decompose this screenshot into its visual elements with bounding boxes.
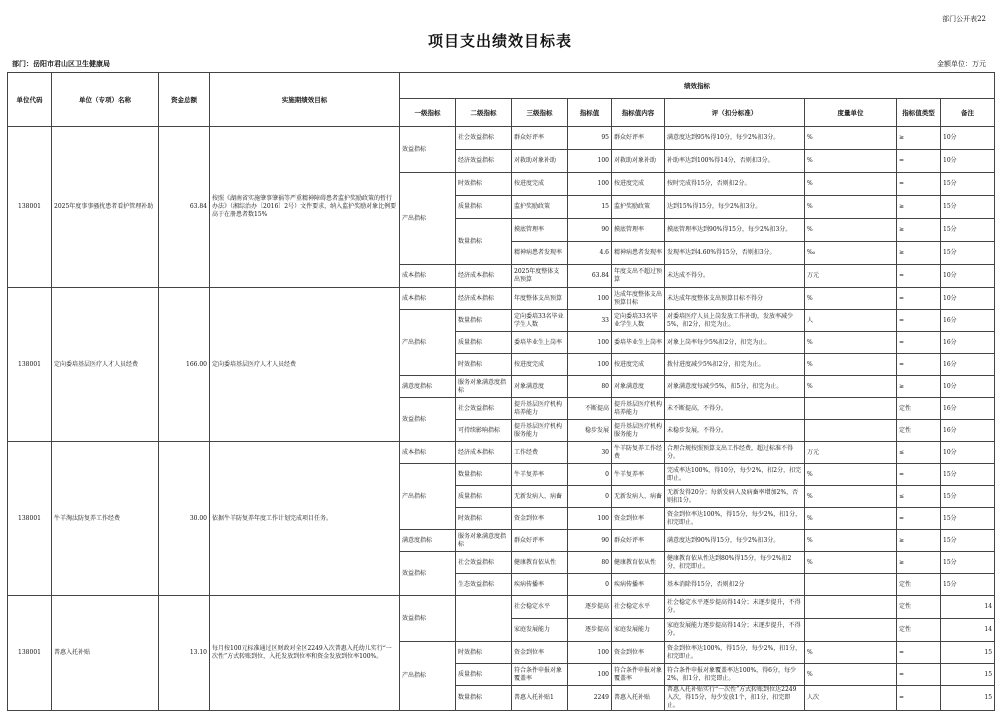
project-name-cell: 牛羊淘汰防复养工作经费 [52,442,159,596]
value-cell: 2249 [568,686,612,711]
department-label: 部门：岳阳市君山区卫生健康局 [12,59,110,68]
level3-cell: 普惠入托补贴1 [512,686,568,711]
measure-cell [805,420,897,442]
type-cell: 定性 [897,596,941,619]
level3-cell: 对救助对象补助 [512,150,568,173]
type-cell: = [897,508,941,530]
type-cell: = [897,332,941,354]
content-cell: 对救助对象补助 [612,150,665,173]
table-row [8,442,995,464]
content-cell: 按进度完成 [612,354,665,376]
level3-cell: 提升基层医疗机构培养能力 [512,398,568,420]
eval-cell: 达到15%得15分，每少2%扣3分。 [665,196,805,219]
value-cell: 100 [568,150,612,173]
content-cell: 定向委培33名毕业学生人数 [612,310,665,332]
unit-code-cell: 138001 [8,127,52,288]
measure-cell: 人次 [805,686,897,711]
value-cell: 逐步提高 [568,619,612,642]
header-content: 指标值内容 [612,99,665,127]
target-cell: 定向委培基层医疗人才人员经费 [210,288,400,442]
remark-cell: 15分 [941,486,995,508]
content-cell: 提升基层医疗机构服务能力 [612,420,665,442]
type-cell: = [897,173,941,196]
level1-cell: 成本指标 [400,288,456,310]
content-cell: 监护奖励政策 [612,196,665,219]
level3-cell: 牛羊复养率 [512,464,568,486]
project-name-cell: 普惠入托补贴 [52,596,159,711]
value-cell: 100 [568,332,612,354]
type-cell: = [897,150,941,173]
eval-cell: 未达成不得分。 [665,265,805,288]
eval-cell: 发现率达到4.60%得15分，否则扣3分。 [665,242,805,265]
type-cell: ≤ [897,486,941,508]
value-cell: 90 [568,530,612,552]
level1-cell: 产出指标 [400,464,456,530]
level3-cell: 精神病患者发现率 [512,242,568,265]
amount-cell: 13.10 [159,596,210,711]
unit-code-cell: 138001 [8,442,52,596]
measure-cell: % [805,127,897,150]
measure-cell: 万元 [805,265,897,288]
level1-cell: 成本指标 [400,265,456,288]
remark-cell: 10分 [941,127,995,150]
measure-cell: % [805,642,897,664]
level2-cell: 经济效益指标 [456,150,512,173]
remark-cell: 16分 [941,310,995,332]
remark-cell: 15 [941,642,995,664]
type-cell: ≥ [897,242,941,265]
value-cell: 0 [568,464,612,486]
content-cell: 委培毕业生上岗率 [612,332,665,354]
level2-cell [456,596,512,642]
level3-cell: 委培毕业生上岗率 [512,332,568,354]
level3-cell: 资金到位率 [512,642,568,664]
table-row [8,596,995,619]
eval-cell: 家庭发展能力逐步提高得14分；未逐步提升，不得分。 [665,619,805,642]
type-cell: ≥ [897,196,941,219]
level2-cell: 质量指标 [456,664,512,686]
remark-cell: 15分 [941,196,995,219]
level3-cell: 社会稳定水平 [512,596,568,619]
level1-cell: 产出指标 [400,173,456,265]
header-measure: 度量单位 [805,99,897,127]
level2-cell: 生态效益指标 [456,574,512,596]
measure-cell: 万元 [805,442,897,464]
type-cell: = [897,265,941,288]
level1-cell: 满意度指标 [400,376,456,398]
eval-cell: 完成率达100%，得10分，每少2%，扣2分，扣完即止。 [665,464,805,486]
measure-cell [805,574,897,596]
content-cell: 社会稳定水平 [612,596,665,619]
measure-cell: % [805,354,897,376]
level2-cell: 时效指标 [456,173,512,196]
eval-cell: 普惠入托补贴实行“一次性”方式转账到位达2249入次，得15分，每少发放1个，扣1分，扣完即止。 [665,686,805,711]
content-cell: 精神病患者发现率 [612,242,665,265]
level3-cell: 健康教育依从性 [512,552,568,574]
value-cell: 30 [568,442,612,464]
value-cell: 100 [568,354,612,376]
level2-cell: 时效指标 [456,508,512,530]
content-cell: 资金到位率 [612,642,665,664]
value-cell: 100 [568,173,612,196]
header-code: 单位代码 [8,73,52,127]
type-cell: = [897,354,941,376]
level2-cell: 经济成本指标 [456,265,512,288]
type-cell: = [897,464,941,486]
eval-cell: 资金到位率达100%，得15分，每少2%，扣1分，扣完即止。 [665,642,805,664]
value-cell: 0 [568,486,612,508]
remark-cell: 10分 [941,442,995,464]
type-cell: ≥ [897,219,941,242]
measure-cell: % [805,196,897,219]
value-cell: 100 [568,664,612,686]
eval-cell: 未达成年度整体支出预算目标不得分 [665,288,805,310]
value-cell: 90 [568,219,612,242]
measure-cell: ‰ [805,242,897,265]
level1-cell: 效益指标 [400,127,456,173]
level2-cell: 经济成本指标 [456,288,512,310]
value-cell: 稳步发展 [568,420,612,442]
type-cell: 定性 [897,619,941,642]
level3-cell: 无新发病人、病畜 [512,486,568,508]
level3-cell: 群众好评率 [512,530,568,552]
remark-cell: 15分 [941,530,995,552]
level3-cell: 年度整体支出预算 [512,288,568,310]
level1-cell: 效益指标 [400,398,456,442]
header-val: 指标值 [568,99,612,127]
measure-cell: % [805,664,897,686]
remark-cell: 16分 [941,398,995,420]
content-cell: 疾病传播率 [612,574,665,596]
type-cell: = [897,686,941,711]
header-l1: 一级指标 [400,99,456,127]
type-cell: ≥ [897,530,941,552]
level1-cell: 产出指标 [400,642,456,711]
content-cell: 对象满意度 [612,376,665,398]
level3-cell: 按进度完成 [512,354,568,376]
remark-cell: 10分 [941,288,995,310]
header-remark: 备注 [941,99,995,127]
unit-code-cell: 138001 [8,596,52,711]
remark-cell: 15 [941,686,995,711]
measure-cell: % [805,376,897,398]
level3-cell: 2025年度整体支出预算 [512,265,568,288]
level2-cell: 可持续影响指标 [456,420,512,442]
remark-cell: 15分 [941,574,995,596]
value-cell: 63.84 [568,265,612,288]
page-number: 部门公开表22 [942,15,986,23]
measure-cell: 人 [805,310,897,332]
content-cell: 符合条件申报对象覆盖率 [612,664,665,686]
measure-cell: % [805,173,897,196]
level2-cell: 数量指标 [456,310,512,332]
level3-cell: 按进度完成 [512,173,568,196]
level1-cell: 产出指标 [400,310,456,376]
level1-cell: 满意度指标 [400,530,456,552]
remark-cell: 15分 [941,508,995,530]
table-row [8,127,995,150]
table-row [8,288,995,310]
content-cell: 牛羊防复养工作经费 [612,442,665,464]
measure-cell: % [805,219,897,242]
type-cell: ≥ [897,552,941,574]
level2-cell: 社会效益指标 [456,398,512,420]
eval-cell: 健康教育依从性达到80%得15分，每少2%扣2分，扣完即止。 [665,552,805,574]
level2-cell: 时效指标 [456,354,512,376]
measure-cell [805,619,897,642]
value-cell: 33 [568,310,612,332]
level3-cell: 监护奖励政策 [512,196,568,219]
remark-cell: 14 [941,596,995,619]
level2-cell: 质量指标 [456,486,512,508]
remark-cell: 15分 [941,219,995,242]
header-eval: 评（扣分标准） [665,99,805,127]
eval-cell: 拨付进度减少5%扣2分，扣完为止。 [665,354,805,376]
header-total: 资金总额 [159,73,210,127]
value-cell: 100 [568,288,612,310]
level1-cell: 效益指标 [400,596,456,642]
page-title: 项目支出绩效目标表 [427,32,572,50]
type-cell: = [897,642,941,664]
level2-cell: 质量指标 [456,196,512,219]
remark-cell: 15分 [941,173,995,196]
measure-cell [805,398,897,420]
level3-cell: 提升基层医疗机构服务能力 [512,420,568,442]
measure-cell: % [805,530,897,552]
level3-cell: 疾病传播率 [512,574,568,596]
value-cell: 逐步提高 [568,596,612,619]
eval-cell: 基本消除得15分，否则扣2分 [665,574,805,596]
value-cell: 80 [568,552,612,574]
eval-cell: 合理合规按照预算支出工作经费，超过标准不得分。 [665,442,805,464]
remark-cell: 14 [941,619,995,642]
header-l3: 三级指标 [512,99,568,127]
eval-cell: 符合条件申报对象覆盖率达100%，得6分，每少2%，扣1分，扣完即止。 [665,664,805,686]
content-cell: 达成年度整体支出预算目标 [612,288,665,310]
header-l2: 二级指标 [456,99,512,127]
value-cell: 15 [568,196,612,219]
type-cell: = [897,310,941,332]
unit-code-cell: 138001 [8,288,52,442]
level3-cell: 资金到位率 [512,508,568,530]
eval-cell: 未不断提高，不得分。 [665,398,805,420]
remark-cell: 16分 [941,332,995,354]
remark-cell: 15 [941,664,995,686]
target-cell: 按照《湖南省实施肇事肇祸等严重精神障碍患者监护奖励政策的暂行办法》（湘综治办〔2016〕2号）文件要求，纳入监护奖励对象比例要高于在册患者数15% [210,127,400,288]
value-cell: 80 [568,376,612,398]
level2-cell: 数量指标 [456,219,512,265]
level2-cell: 社会效益指标 [456,127,512,150]
content-cell: 家庭发展能力 [612,619,665,642]
content-cell: 无新发病人、病畜 [612,486,665,508]
eval-cell: 对象满意度每减少5%，扣5分，扣完为止。 [665,376,805,398]
remark-cell: 10分 [941,150,995,173]
remark-cell: 10分 [941,265,995,288]
level3-cell: 群众好评率 [512,127,568,150]
measure-cell: % [805,332,897,354]
content-cell: 牛羊复养率 [612,464,665,486]
measure-cell [805,596,897,619]
amount-unit-label: 金额单位：万元 [937,60,986,68]
performance-table [7,72,995,711]
eval-cell: 按时完成得15分，否则扣2分。 [665,173,805,196]
type-cell: = [897,288,941,310]
amount-cell: 166.00 [159,288,210,442]
measure-cell: % [805,486,897,508]
level2-cell: 时效指标 [456,642,512,664]
level2-cell: 服务对象满意度指标 [456,530,512,552]
type-cell: ≥ [897,127,941,150]
remark-cell: 10分 [941,376,995,398]
level1-cell: 成本指标 [400,442,456,464]
type-cell: ≥ [897,376,941,398]
type-cell: 定性 [897,398,941,420]
value-cell: 95 [568,127,612,150]
measure-cell: % [805,464,897,486]
content-cell: 年度支出不超过预算 [612,265,665,288]
eval-cell: 资金到位率达100%，得15分，每少2%，扣1分，扣完即止。 [665,508,805,530]
eval-cell: 对委培医疗人员上岗发放工作补助，发放率减少5%，扣2分，扣完为止。 [665,310,805,332]
content-cell: 提升基层医疗机构培养能力 [612,398,665,420]
level3-cell: 对象满意度 [512,376,568,398]
remark-cell: 16分 [941,420,995,442]
level2-cell: 社会效益指标 [456,552,512,574]
level3-cell: 摸底管理率 [512,219,568,242]
eval-cell: 摸底管理率达到90%得15分，每少2%扣3分。 [665,219,805,242]
measure-cell: % [805,552,897,574]
remark-cell: 15分 [941,464,995,486]
value-cell: 0 [568,574,612,596]
header-perf: 绩效指标 [400,73,995,99]
project-name-cell: 定向委培基层医疗人才人员经费 [52,288,159,442]
eval-cell: 补助率达到100%得14分，否则扣3分。 [665,150,805,173]
amount-cell: 63.84 [159,127,210,288]
content-cell: 按进度完成 [612,173,665,196]
eval-cell: 社会稳定水平逐步提高得14分；未逐步提升，不得分。 [665,596,805,619]
amount-cell: 30.00 [159,442,210,596]
level3-cell: 家庭发展能力 [512,619,568,642]
level2-cell: 数量指标 [456,686,512,711]
type-cell: 定性 [897,574,941,596]
level3-cell: 工作经费 [512,442,568,464]
content-cell: 普惠入托补贴 [612,686,665,711]
project-name-cell: 2025年度事事骚扰患者看护管理补助 [52,127,159,288]
content-cell: 群众好评率 [612,127,665,150]
target-cell: 依据牛羊防复养年度工作计划完成项目任务。 [210,442,400,596]
measure-cell: % [805,508,897,530]
content-cell: 健康教育依从性 [612,552,665,574]
eval-cell: 对象上岗率每少5%扣2分，扣完为止。 [665,332,805,354]
eval-cell: 未稳步发展，不得分。 [665,420,805,442]
remark-cell: 16分 [941,354,995,376]
content-cell: 群众好评率 [612,530,665,552]
type-cell: 定性 [897,420,941,442]
value-cell: 不断提高 [568,398,612,420]
value-cell: 4.6 [568,242,612,265]
header-type: 指标值类型 [897,99,941,127]
header-target: 实施期绩效目标 [210,73,400,127]
type-cell: ≤ [897,442,941,464]
header-name: 单位（专项）名称 [52,73,159,127]
level2-cell: 经济成本指标 [456,442,512,464]
content-cell: 资金到位率 [612,508,665,530]
value-cell: 100 [568,508,612,530]
eval-cell: 满意度达到95%得10分，每少2%扣3分。 [665,127,805,150]
measure-cell: % [805,288,897,310]
level2-cell: 质量指标 [456,332,512,354]
remark-cell: 15分 [941,552,995,574]
level1-cell: 效益指标 [400,552,456,596]
content-cell: 摸底管理率 [612,219,665,242]
level2-cell: 数量指标 [456,464,512,486]
eval-cell: 满意度达到90%得15分，每少2%扣3分。 [665,530,805,552]
measure-cell: % [805,150,897,173]
eval-cell: 无新发得20分；每新发病人及病畜率增加2%，否则扣1分。 [665,486,805,508]
level3-cell: 定向委培33名毕业学生人数 [512,310,568,332]
value-cell: 100 [568,642,612,664]
target-cell: 每月按100元标准通过区财政对全区2249入次普惠入托幼儿实行“一次性”方式转账到位，入托发放到位率和资金发放到位率100%。 [210,596,400,711]
remark-cell: 15分 [941,242,995,265]
level2-cell: 服务对象满意度指标 [456,376,512,398]
level3-cell: 符合条件申报对象覆盖率 [512,664,568,686]
type-cell: = [897,664,941,686]
